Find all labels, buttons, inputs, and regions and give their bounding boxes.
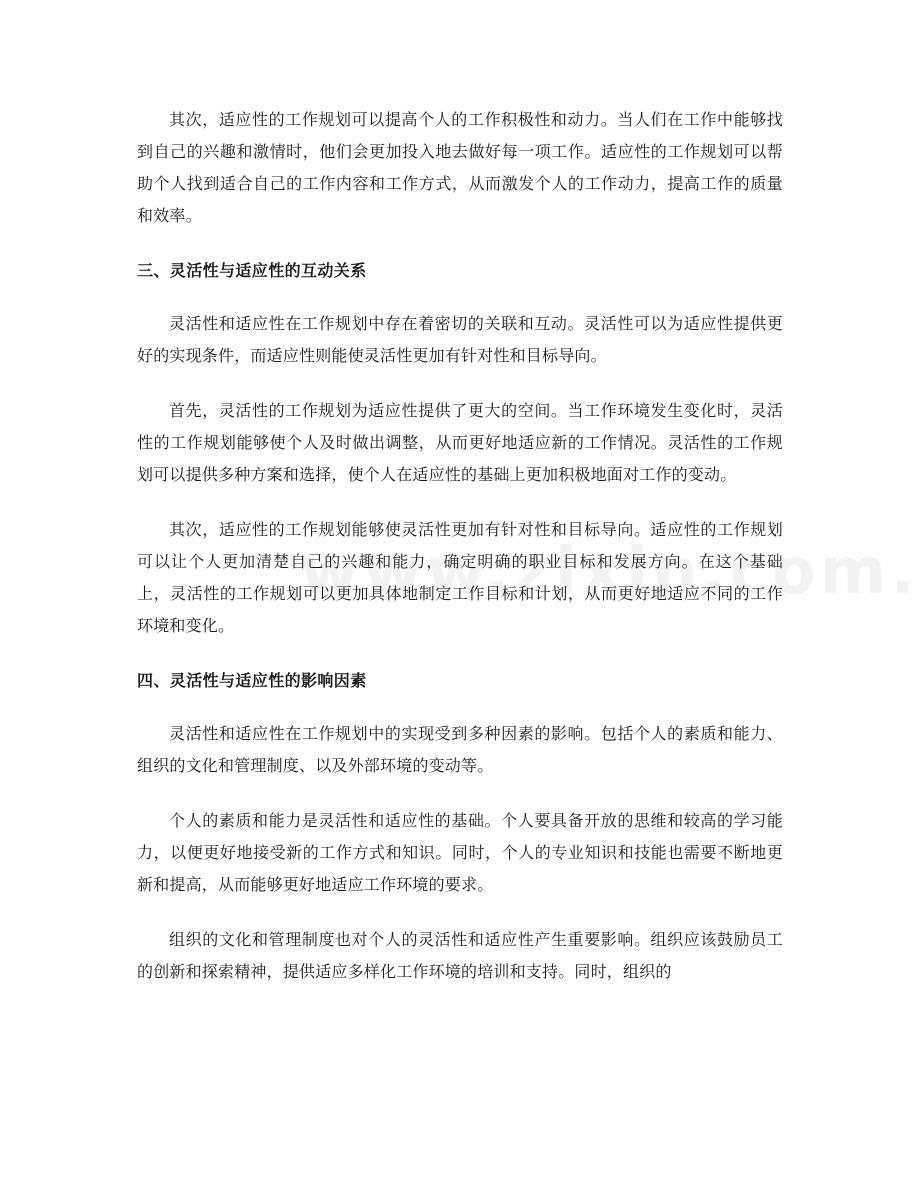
paragraph-work-motivation: 其次，适应性的工作规划可以提高个人的工作积极性和动力。当人们在工作中能够找到自己的兴趣和激情时，他们会更加投入地去做好每一项工作。适应性的工作规划可以帮助个人找到适合自己的工作内容和工作方式，从而激发个人的工作动力，提高工作的质量和效率。 (137, 110, 783, 225)
section-heading-factors: 四、灵活性与适应性的影响因素 (137, 671, 367, 690)
paragraph-flexibility-space: 首先，灵活性的工作规划为适应性提供了更大的空间。当工作环境发生变化时，灵活性的工作规划能够使个人及时做出调整，从而更好地适应新的工作情况。灵活性的工作规划可以提供多种方案和选择，使个人在适应性的基础上更加积极地面对工作的变动。 (137, 401, 783, 484)
paragraph-personal-qualities: 个人的素质和能力是灵活性和适应性的基础。个人要具备开放的思维和较高的学习能力，以便更好地接受新的工作方式和知识。同时，个人的专业知识和技能也需要不断地更新和提高，从而能够更好地适应工作环境的要求。 (137, 811, 783, 894)
paragraph-adaptability-targeting: 其次，适应性的工作规划能够使灵活性更加有针对性和目标导向。适应性的工作规划可以让个人更加清楚自己的兴趣和能力，确定明确的职业目标和发展方向。在这个基础上，灵活性的工作规划可以更加具体地制定工作目标和计划，从而更好地适应不同的工作环境和变化。 (137, 520, 783, 635)
paragraph-factors-intro: 灵活性和适应性在工作规划中的实现受到多种因素的影响。包括个人的素质和能力、组织的文化和管理制度、以及外部环境的变动等。 (137, 724, 783, 775)
document-body (137, 104, 783, 1011)
paragraph-organization-culture: 组织的文化和管理制度也对个人的灵活性和适应性产生重要影响。组织应该鼓励员工的创新和探索精神，提供适应多样化工作环境的培训和支持。同时，组织的 (137, 930, 783, 981)
paragraph-interaction-intro: 灵活性和适应性在工作规划中存在着密切的关联和互动。灵活性可以为适应性提供更好的实现条件，而适应性则能使灵活性更加有针对性和目标导向。 (137, 314, 783, 365)
section-heading-interaction: 三、灵活性与适应性的互动关系 (137, 261, 367, 280)
